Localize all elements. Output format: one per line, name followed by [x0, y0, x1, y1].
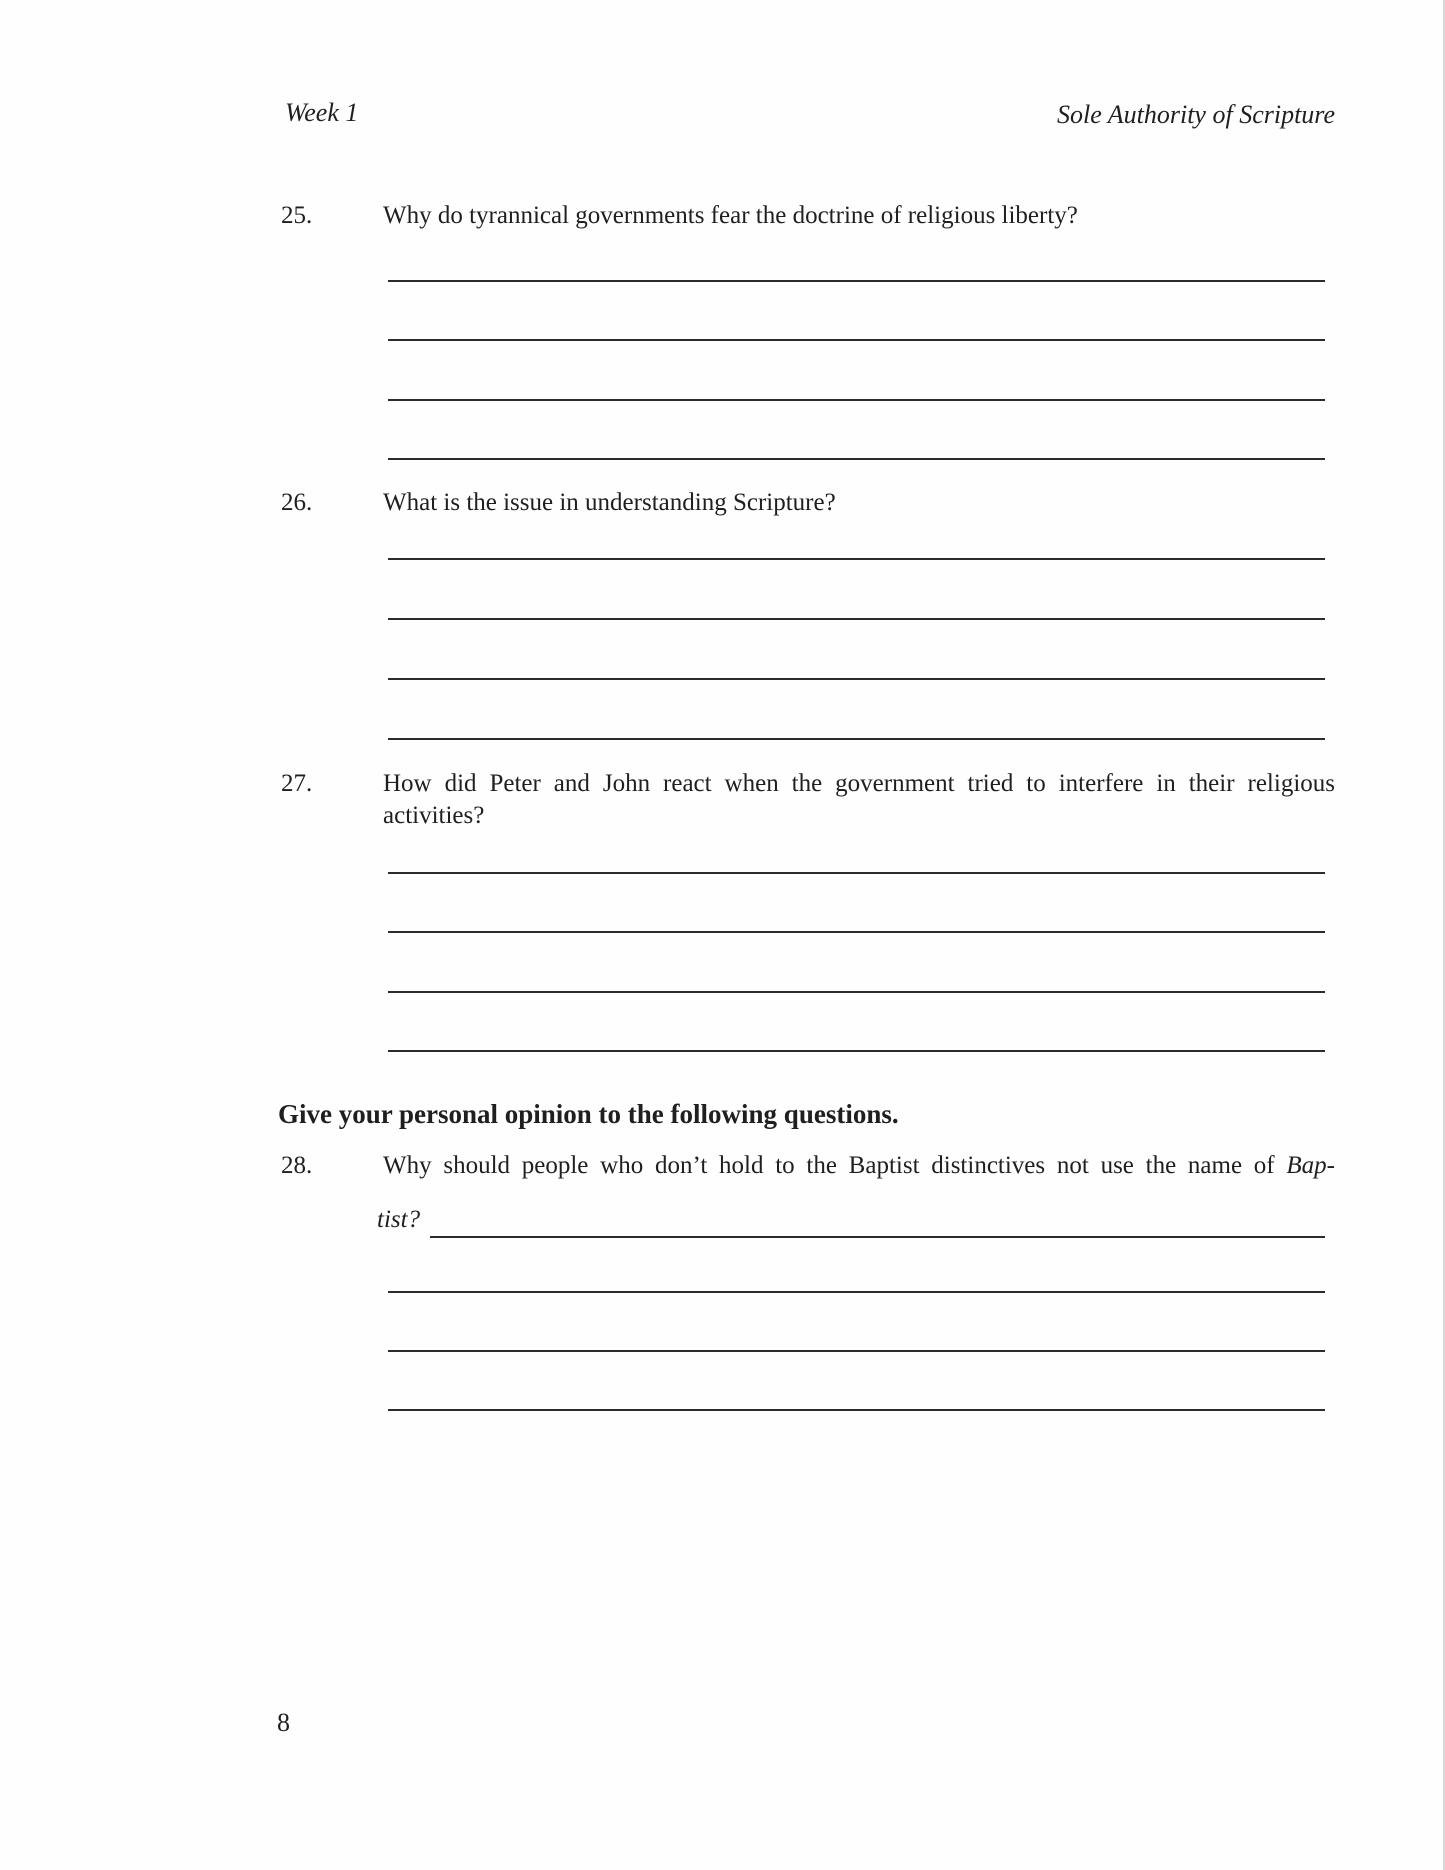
answer-line — [388, 874, 1325, 934]
answer-line — [388, 560, 1325, 620]
answer-line — [388, 500, 1325, 560]
answer-line — [388, 620, 1325, 680]
header-section-title: Sole Authority of Scripture — [1056, 100, 1335, 129]
question-28-italic-word-start: Bap- — [1286, 1152, 1335, 1179]
question-25-number: 25. — [281, 202, 313, 229]
answer-line — [388, 1293, 1325, 1352]
answer-line — [388, 401, 1325, 461]
answer-line — [388, 222, 1325, 282]
answer-line — [388, 282, 1325, 342]
header-week-label: Week 1 — [285, 98, 359, 127]
section-heading: Give your personal opinion to the following questions. — [278, 1099, 899, 1129]
answer-line — [388, 680, 1325, 740]
answer-line — [430, 1204, 1325, 1238]
answer-line — [388, 933, 1325, 993]
answer-line — [388, 1234, 1325, 1293]
question-26-answer-lines — [388, 500, 1325, 740]
answer-line — [388, 814, 1325, 874]
question-28-number: 28. — [281, 1152, 313, 1179]
question-28-inline-answer-row — [377, 1204, 1325, 1238]
answer-line — [388, 993, 1325, 1053]
question-27-text: How did Peter and John react when the government tried to interfere in their religious activities? — [383, 770, 1335, 829]
question-28-italic-word-end: tist? — [377, 1206, 421, 1233]
question-27-number: 27. — [281, 770, 313, 797]
question-26-number: 26. — [281, 489, 313, 516]
question-25-text: Why do tyrannical governments fear the doctrine of religious liberty? — [383, 202, 1078, 229]
page-number: 8 — [277, 1708, 290, 1737]
question-25-answer-lines — [388, 222, 1325, 460]
answer-line — [388, 1352, 1325, 1411]
question-26-text: What is the issue in understanding Scripture? — [383, 489, 836, 516]
question-27-answer-lines — [388, 814, 1325, 1052]
question-28-text — [383, 1150, 1335, 1182]
question-28-text-main: Why should people who don’t hold to the Baptist distinctives not use the name of — [383, 1152, 1275, 1179]
question-28-answer-lines — [388, 1234, 1325, 1411]
answer-line — [388, 341, 1325, 401]
